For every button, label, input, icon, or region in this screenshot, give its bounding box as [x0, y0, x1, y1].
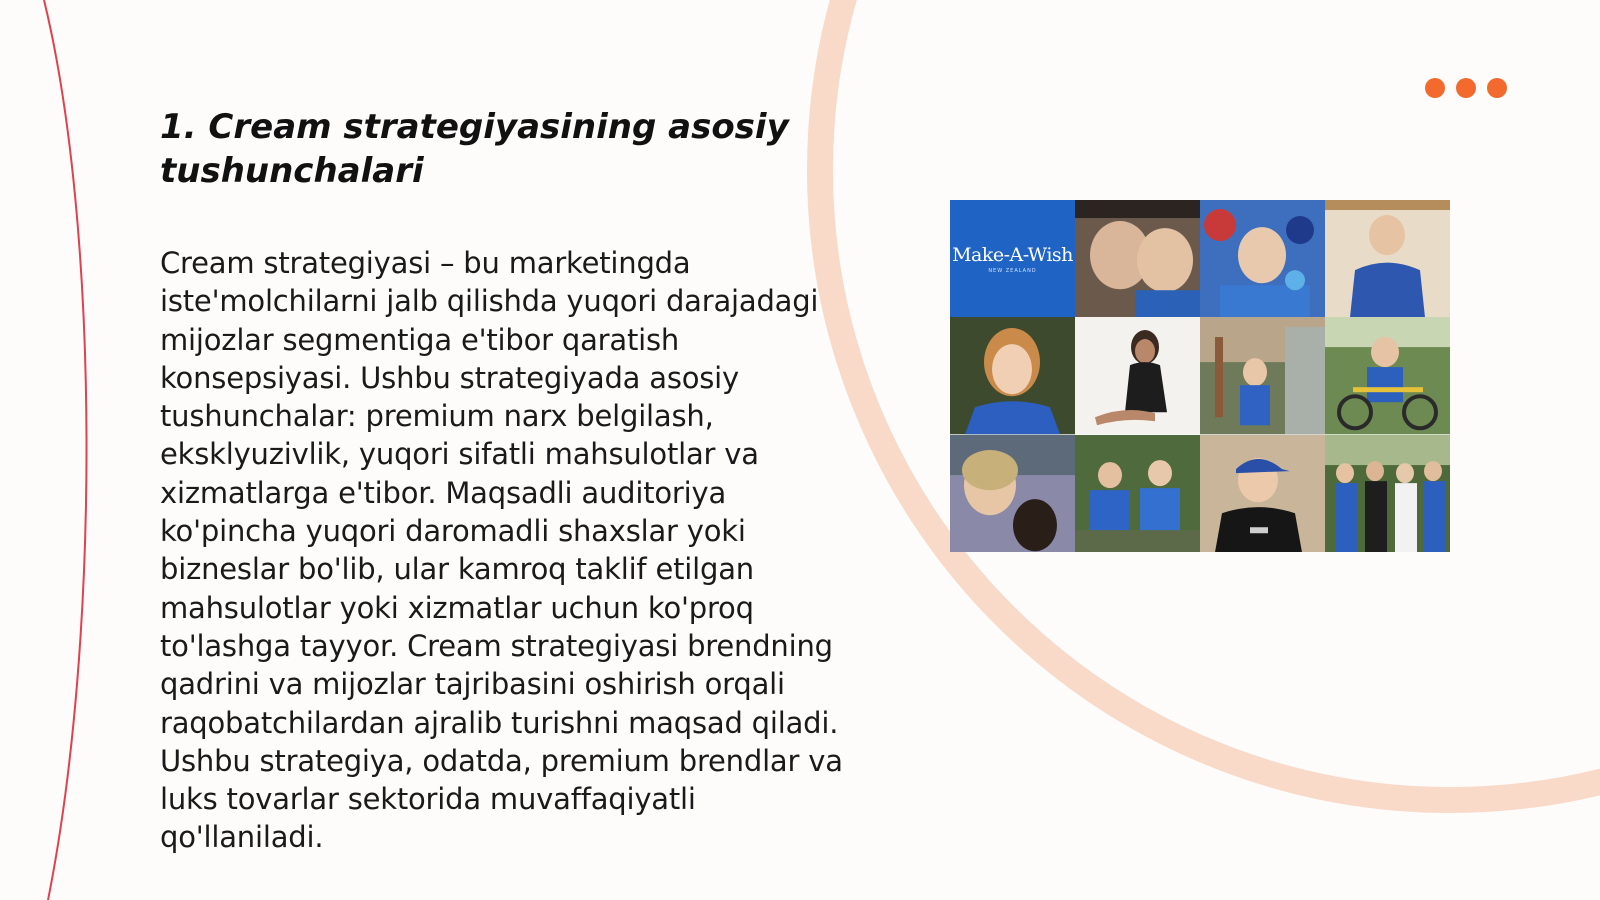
photo-tile	[1325, 435, 1450, 552]
make-a-wish-logo-subtext: NEW ZEALAND	[988, 267, 1037, 274]
photo-woman-with-dog	[950, 435, 1075, 552]
photo-tile	[1325, 200, 1450, 317]
make-a-wish-logo: Make-A-Wish	[952, 243, 1073, 266]
dot	[1487, 78, 1507, 98]
left-accent-line	[44, 0, 87, 900]
dot	[1456, 78, 1476, 98]
make-a-wish-logo-tile	[950, 200, 1075, 317]
photo-two-kids-smiling	[1075, 200, 1200, 317]
photo-playground	[1200, 317, 1325, 434]
photo-woman-seated	[1075, 317, 1200, 434]
photo-tile	[1200, 200, 1325, 317]
dot	[1425, 78, 1445, 98]
photo-tile	[950, 435, 1075, 552]
photo-tile	[1325, 317, 1450, 434]
photo-tile	[1075, 317, 1200, 434]
photo-tile	[950, 317, 1075, 434]
photo-tile	[1075, 435, 1200, 552]
photo-group-seated	[1075, 435, 1200, 552]
dots-menu-icon	[1425, 78, 1507, 98]
photo-kids-bikes	[1325, 317, 1450, 434]
photo-tile	[1075, 200, 1200, 317]
photo-child-superhero-costume	[1200, 200, 1325, 317]
slide-title: 1. Cream strategiyasining asosiy tushunchalari	[160, 107, 789, 191]
photo-woman-portrait	[950, 317, 1075, 434]
photo-tile	[1200, 435, 1325, 552]
photo-girl-blue-shirt	[1325, 200, 1450, 317]
slide-body-text: Cream strategiyasi – bu marketingda iste'molchilarni jalb qilishda yuqori darajadagi mijozlar segmentiga e'tibor qaratish konsepsiyasi. Ushbu strategiyada asosiy tushunchalar: premium narx belgilash, eksklyuzivlik, yuqori sifatli mahsulotlar va xizmatlarga e'tibor. Maqsadli auditoriya ko'pincha yuqori daromadli shaxslar yoki bizneslar bo'lib, ular kamroq taklif etilgan mahsulotlar yoki xizmatlar uchun ko'proq to'lashga tayyor. Cream strategiyasi brendning qadrini va mijozlar tajribasini oshirish orqali raqobatchilardan ajralib turishni maqsad qiladi. Ushbu strategiya, odatda, premium brendlar va luks tovarlar sektorida muvaffaqiyatli qo'llaniladi.	[160, 246, 843, 855]
photo-group-standing	[1325, 435, 1450, 552]
photo-collage	[950, 200, 1450, 552]
photo-boy-cap-jersey	[1200, 435, 1325, 552]
photo-tile	[1200, 317, 1325, 434]
